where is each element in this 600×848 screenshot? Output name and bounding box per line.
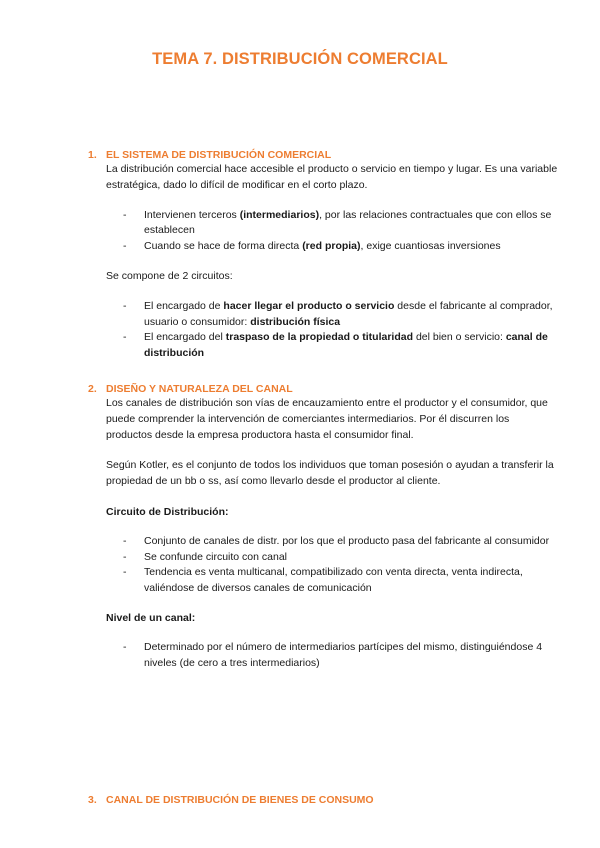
list-item: - El encargado de hacer llegar el producto o servicio desde el fabricante al comprador, usuario o consumidor: distribución física <box>123 300 553 328</box>
section-1-list-2 <box>88 299 558 361</box>
section-2-p1: Los canales de distribución son vías de encauzamiento entre el productor y el consumidor, que puede comprender la intervención de comerciantes intermediarios. Por él discurren los productos desde la empresa productora hasta el consumidor final. <box>106 397 548 441</box>
dash-bullet: - <box>123 566 127 579</box>
dash-bullet: - <box>123 300 127 313</box>
section-3 <box>88 793 558 807</box>
list-item: - Tendencia es venta multicanal, compatibilizado con venta directa, venta indirecta, valiéndose de diversos canales de comunicación <box>123 566 523 594</box>
section-1-intro: La distribución comercial hace accesible el producto o servicio en tiempo y lugar. Es una variable estratégica, dado lo difícil de modificar en el corto plazo. <box>106 163 558 191</box>
list-item: - Intervienen terceros (intermediarios), por las relaciones contractuales que con ellos se establecen <box>123 208 552 237</box>
section-title: DISEÑO Y NATURALEZA DEL CANAL <box>106 383 293 395</box>
list-item: - Conjunto de canales de distr. por los que el producto pasa del fabricante al consumidor <box>106 534 558 550</box>
circuito-heading: Circuito de Distribución: <box>106 505 229 518</box>
nivel-heading: Nivel de un canal: <box>106 612 196 625</box>
section-number: 3. <box>88 794 97 806</box>
nivel-list <box>88 640 558 671</box>
section-2-p2: Según Kotler, es el conjunto de todos los individuos que toman posesión o ayudan a transferir la propiedad de un bb o ss, así como llevarlo desde el productor al cliente. <box>106 459 554 488</box>
list-item: - Cuando se hace de forma directa (red propia), exige cuantiosas inversiones <box>106 239 558 255</box>
page-title: TEMA 7. DISTRIBUCIÓN COMERCIAL <box>152 50 448 68</box>
section-2-heading <box>88 382 558 396</box>
section-number: 1. <box>88 149 97 161</box>
dash-bullet: - <box>123 331 127 344</box>
section-1 <box>88 148 558 362</box>
circuito-list <box>88 534 558 596</box>
dash-bullet: - <box>123 239 127 252</box>
list-item: - Determinado por el número de intermediarios partícipes del mismo, distinguiéndose 4 niveles (de cero a tres intermediarios) <box>123 641 543 669</box>
section-1-heading <box>88 148 558 162</box>
section-3-heading <box>88 793 558 807</box>
section-1-list-1 <box>88 208 558 255</box>
section-1-compone: Se compone de 2 circuitos: <box>106 270 233 283</box>
list-item: - Se confunde circuito con canal <box>106 550 558 566</box>
section-title: EL SISTEMA DE DISTRIBUCIÓN COMERCIAL <box>106 149 332 161</box>
section-title: CANAL DE DISTRIBUCIÓN DE BIENES DE CONSUMO <box>106 794 374 806</box>
section-number: 2. <box>88 383 97 395</box>
dash-bullet: - <box>123 550 127 563</box>
dash-bullet: - <box>123 534 127 547</box>
list-item: - El encargado del traspaso de la propiedad o titularidad del bien o servicio: canal de distribución <box>123 331 548 359</box>
section-2 <box>88 382 558 672</box>
dash-bullet: - <box>123 641 127 654</box>
dash-bullet: - <box>123 208 127 221</box>
